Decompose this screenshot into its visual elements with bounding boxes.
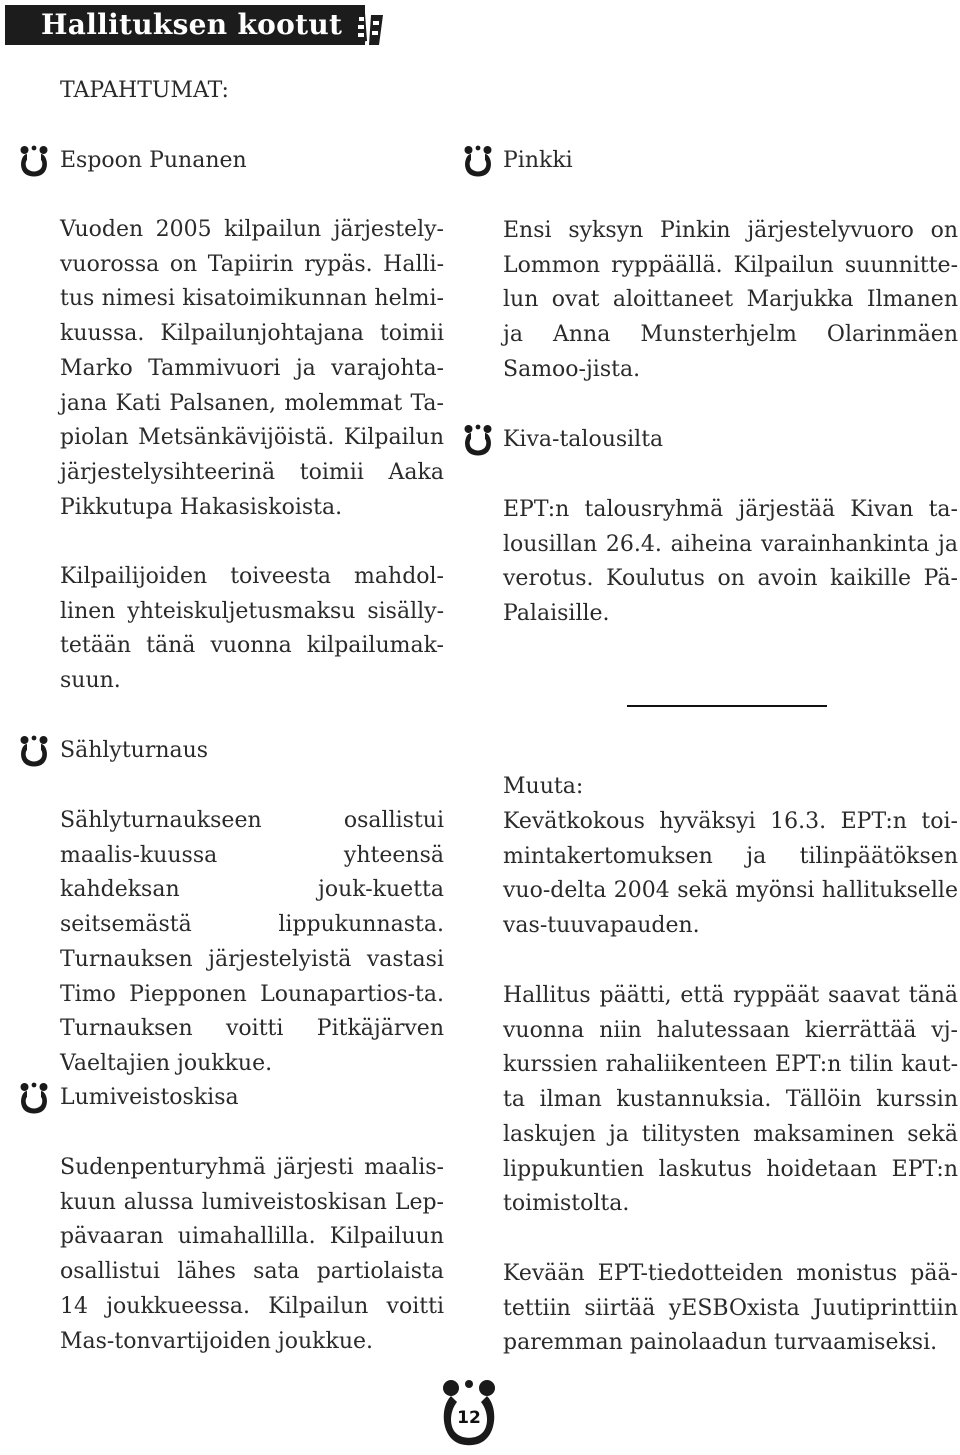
paragraph-muuta-3: Kevään EPT-tiedotteiden monistus pää-tettiin siirtää yESBOxista Juutiprinttiin paremman painolaadun turvaamiseksi.: [503, 1261, 958, 1356]
page-number-badge: [437, 1378, 501, 1448]
paragraph-espoo-1: Vuoden 2005 kilpailun järjestely-vuorossa on Tapiirin rypäs. Halli-tus nimesi kisatoimikunnan helmi-kuussa. Kilpailunjohtajana toimii Marko Tammivuori ja varajohta-jana Kati Palsanen, molemmat Ta-piolan Metsänkävijöistä. Kilpailun järjestelysihteerinä toimii Aaka Pikkutupa Hakasiskoista.: [60, 217, 444, 520]
horseshoe-icon: [19, 145, 49, 177]
paragraph-sahly: Sählyturnaukseen osallistui maalis-kuussa yhteensä kahdeksan jouk-kuetta seitsemästä lippukunnasta. Turnauksen järjestelyistä vastasi Timo Piepponen Lounapartios-ta. Turnauksen voitti Pitkäjärven Vaeltajien joukkue.: [60, 808, 444, 1076]
paragraph-kiva: EPT:n talousryhmä järjestää Kivan ta-lousillan 26.4. aiheina varainhankinta ja verotus. Koulutus on avoin kaikille Pä-Palaisille.: [503, 497, 958, 627]
heading-pinkki: Pinkki: [503, 148, 573, 173]
paragraph-lumi: Sudenpenturyhmä järjesti maalis-kuun alussa lumiveistoskisan Lep-pävaaran uimahallilla. Kilpailuun osallistui lähes sata partiolaista 14 joukkueessa. Kilpailun voitti Mas-tonvartijoiden joukkue.: [60, 1155, 444, 1354]
paragraph-muuta-1: Kevätkokous hyväksyi 16.3. EPT:n toi-mintakertomuksen ja tilinpäätöksen vuo-delta 2004 sekä myönsi hallitukselle vas-tuuvapauden.: [503, 809, 958, 939]
horseshoe-icon: [463, 145, 493, 177]
horseshoe-icon: [19, 1082, 49, 1114]
muuta-label: Muuta:: [503, 774, 584, 799]
horseshoe-icon: [19, 735, 49, 767]
page-title: Hallituksen kootut: [41, 8, 343, 41]
heading-sahlyturnaus: Sählyturnaus: [60, 738, 209, 763]
heading-lumiveistoskisa: Lumiveistoskisa: [60, 1085, 239, 1110]
paragraph-espoo-2: Kilpailijoiden toiveesta mahdol-linen yhteiskuljetusmaksu sisälly-tetään tänä vuonna kilpailumak-suun.: [60, 564, 444, 694]
heading-espoon-punanen: Espoon Punanen: [60, 148, 247, 173]
page-number: 12: [457, 1408, 481, 1428]
divider-line: [627, 705, 827, 707]
heading-kiva-talousilta: Kiva-talousilta: [503, 427, 664, 452]
section-label: TAPAHTUMAT:: [60, 78, 229, 103]
page-header: [5, 5, 365, 45]
horseshoe-nail-icon: [353, 11, 395, 45]
horseshoe-icon: [463, 424, 493, 456]
paragraph-pinkki: Ensi syksyn Pinkin järjestelyvuoro on Lommon ryppäällä. Kilpailun suunnitte-lun ovat aloittaneet Marjukka Ilmanen ja Anna Munsterhjelm Olarinmäen Samoo-jista.: [503, 218, 958, 382]
paragraph-muuta-2: Hallitus päätti, että ryppäät saavat tänä vuonna niin halutessaan kierrättää vj-kurssien rahaliikenteen EPT:n tilin kaut-ta ilman kustannuksia. Tällöin kurssin laskujen ja tilitysten maksaminen sekä lippukuntien laskutus hoidetaan EPT:n toimistolta.: [503, 983, 958, 1217]
